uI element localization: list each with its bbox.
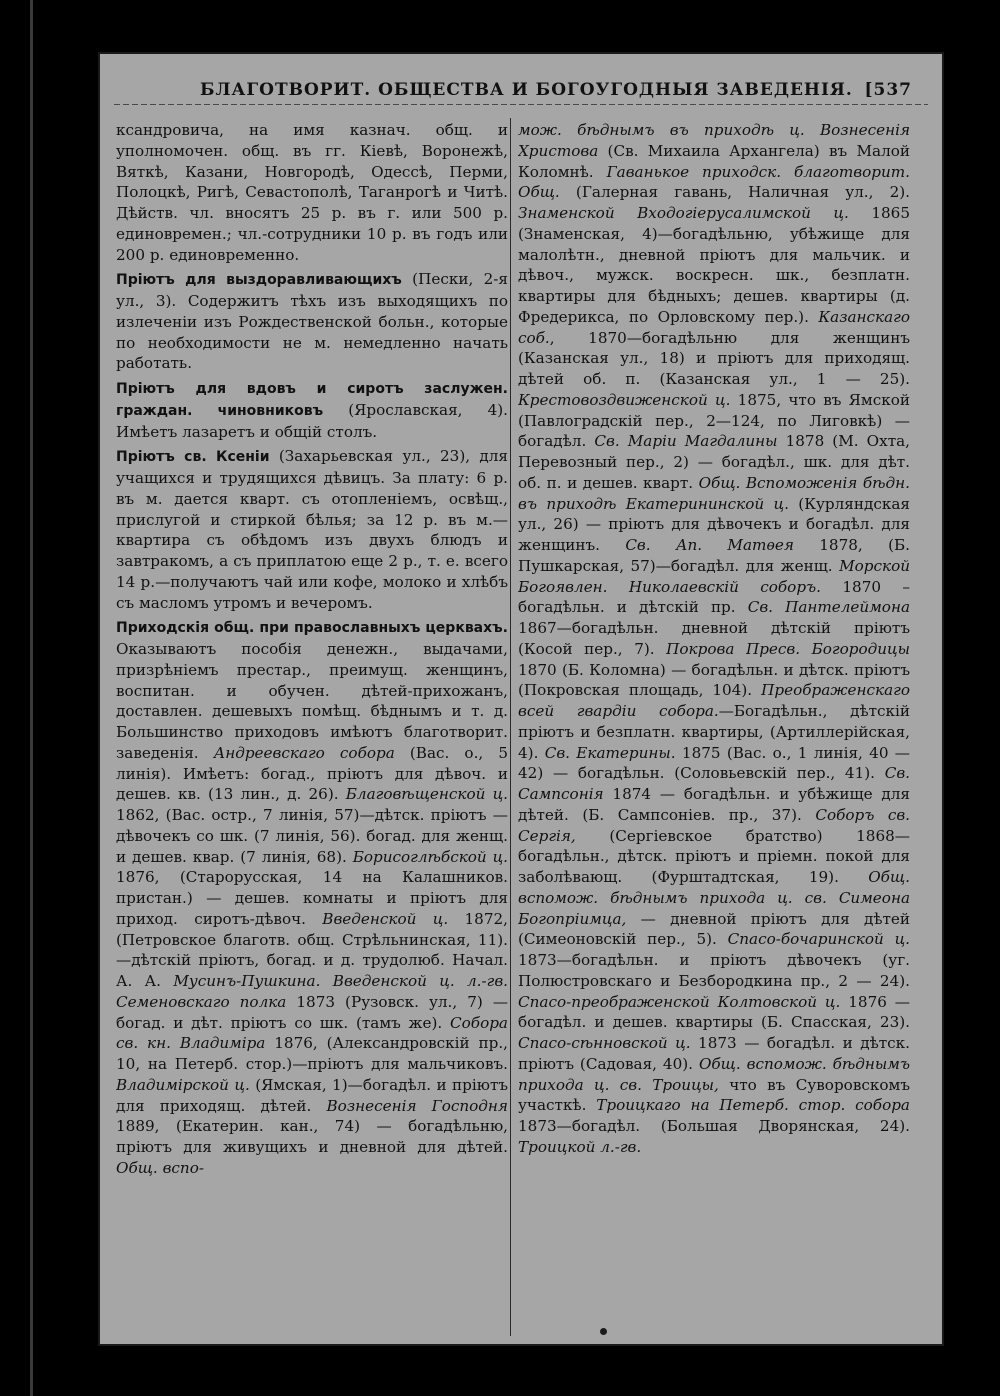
paragraph: Приходскія общ. при православныхъ церквахъ. Оказываютъ пособія денежн., выдачами, призрѣніемъ престар., преимущ. женщинъ, воспитан. и обучен. дѣтей-прихожанъ, доставлен. дешевыхъ помѣщ. бѣднымъ и т. д. Большинство приходовъ имѣютъ благотворит. заведенія. Андреевскаго собора (Вас. о., 5 линія). Имѣетъ: богад., пріютъ для дѣвоч. и дешев. кв. (13 лин., д. 26). Благовѣщенской ц. 1862, (Вас. остр., 7 линія, 57)—дѣтск. пріютъ — дѣвочекъ со шк. (7 линія, 56). богад. для женщ. и дешев. квар. (7 линія, 68). Борисоглѣбской ц. 1876, (Старорусская, 14 на Калашников. пристан.) — дешев. комнаты и пріютъ для приход. сиротъ-дѣвоч. Введенской ц. 1872, (Петровское благотв. общ. Стрѣльнинская, 11).—дѣтскій пріютъ, богад. и д. трудолюб. Начал. А. А. Мусинъ-Пушкина. Введенской ц. л.-гв. Семеновскаго полка 1873 (Рузовск. ул., 7) — богад. и дѣт. пріютъ со шк. (тамъ же). Собора св. кн. Владиміра 1876, (Александровскій пр., 10, на Петерб. стор.)—пріютъ для мальчиковъ. Владимірской ц. (Ямская, 1)—богадѣл. и пріютъ для приходящ. дѣтей. Вознесенія Господня 1889, (Екатерин. кан., 74) — богадѣльню, пріютъ для живущихъ и дневной для дѣтей. Общ. вспо- bbox=[116, 620, 508, 1177]
entry-heading: Приходскія общ. при православныхъ церквахъ. bbox=[116, 620, 508, 637]
paragraph: ксандровича, на имя казнач. общ. и уполномочен. общ. въ гг. Кіевѣ, Воронежѣ, Вяткѣ, Казани, Новгородѣ, Одессѣ, Перми, Полоцкѣ, Ригѣ, Севастополѣ, Таганрогѣ и Читѣ. Дѣйств. чл. вносятъ 25 р. въ г. или 500 р. единовремен.; чл.-сотрудники 10 р. въ годъ или 200 р. единовременно. bbox=[116, 121, 508, 264]
column-divider bbox=[510, 118, 511, 1336]
spine-edge bbox=[30, 0, 33, 1396]
page-number: [537 bbox=[864, 80, 912, 100]
paragraph: мож. бѣднымъ въ приходѣ ц. Вознесенія Христова (Св. Михаила Архангела) въ Малой Коломнѣ. Гаванькое приходск. благотворит. Общ. (Галерная гавань, Наличная ул., 2). Знаменской Входогіерусалимской ц. 1865 (Знаменская, 4)—богадѣльню, убѣжище для малолѣтн., дневной пріютъ для мальчик. и дѣвоч., мужск. воскресн. шк., безплатн. квартиры для бѣдныхъ; дешев. квартиры (д. Фредерикса, по Орловскому пер.). Казанскаго соб., 1870—богадѣльню для женщинъ (Казанская ул., 18) и пріютъ для приходящ. дѣтей об. п. (Казанская ул., 1 — 25). Крестовоздвиженской ц. 1875, что въ Ямской (Павлоградскій пер., 2—124, по Лиговкѣ) — богадѣл. Св. Маріи Магдалины 1878 (М. Охта, Перевозный пер., 2) — богадѣл., шк. для дѣт. об. п. и дешев. кварт. Общ. Вспоможенія бѣдн. въ приходѣ Екатерининской ц. (Курляндская ул., 26) — пріютъ для дѣвочекъ и богадѣл. для женщинъ. Св. Ап. Матѳея 1878, (Б. Пушкарская, 57)—богадѣл. для женщ. Морской Богоявлен. Николаевскій соборъ. 1870 – богадѣльн. и дѣтскій пр. Св. Пантелеймона 1867—богадѣльн. дневной дѣтскій пріютъ (Косой пер., 7). Покрова Пресв. Богородицы 1870 (Б. Коломна) — богадѣльн. и дѣтск. пріютъ (Покровская площадь, 104). Преображенскаго всей гвардіи собора.—Богадѣльн., дѣтскій пріютъ и безплатн. квартиры, (Артиллерійская, 4). Св. Екатерины. 1875 (Вас. о., 1 линія, 40 — 42) — богадѣльн. (Соловьевскій пер., 41). Св. Сампсонія 1874 — богадѣльн. и убѣжище для дѣтей. (Б. Сампсоніев. пр., 37). Соборъ св. Сергія, (Сергіевское братство) 1868—богадѣльн., дѣтск. пріютъ и пріемн. покой для заболѣвающ. (Фурштадтская, 19). Общ. вспомож. бѣднымъ прихода ц. св. Симеона Богопріимца, — дневной пріютъ для дѣтей (Симеоновскій пер., 5). Спасо-бочаринской ц. 1873—богадѣльн. и пріютъ дѣвочекъ (уг. Полюстровскаго и Безбородкина пр., 2 — 24). Спасо-преображенской Колтовской ц. 1876 — богадѣл. и дешев. квартиры (Б. Спасская, 23). Спасо-сѣнновской ц. 1873 — богадѣл. и дѣтск. пріютъ (Садовая, 40). Общ. вспомож. бѣднымъ прихода ц. св. Троицы, что въ Суворовскомъ участкѣ. Троицкаго на Петерб. стор. собора 1873—богадѣл. (Большая Дворянская, 24). Троицкой л.-гв. bbox=[518, 121, 910, 1156]
right-column bbox=[518, 120, 910, 1342]
paragraph: Пріютъ св. Ксеніи (Захарьевская ул., 23), для учащихся и трудящихся дѣвицъ. За плату: 6 р. въ м. дается кварт. съ отопленіемъ, освѣщ., прислугой и стиркой бѣлья; за 12 р. въ м.—квартира съ обѣдомъ изъ двухъ блюдъ и завтракомъ, а съ приплатою еще 2 р., т. е. всего 14 р.—получаютъ чай или кофе, молоко и хлѣбъ съ масломъ утромъ и вечеромъ. bbox=[116, 447, 508, 612]
entry-heading: Пріютъ для вдовъ и сиротъ заслужен. граждан. чиновниковъ bbox=[116, 381, 508, 419]
left-column bbox=[116, 120, 508, 1342]
header-rule bbox=[114, 104, 928, 105]
book-spine bbox=[0, 0, 34, 1396]
entry-heading: Пріютъ св. Ксеніи bbox=[116, 449, 270, 466]
scanned-page bbox=[98, 52, 944, 1346]
paragraph: Пріютъ для выздоравливающихъ (Пески, 2-я ул., 3). Содержитъ тѣхъ изъ выходящихъ по излеченіи изъ Рождественской больн., которые по необходимости не м. немедленно начать работать. bbox=[116, 270, 508, 373]
paragraph: Пріютъ для вдовъ и сиротъ заслужен. граждан. чиновниковъ (Ярославская, 4). Имѣетъ лазаретъ и общій столъ. bbox=[116, 381, 508, 441]
page-header-title: БЛАГОТВОРИТ. ОБЩЕСТВА И БОГОУГОДНЫЯ ЗАВЕДЕНІЯ. bbox=[200, 80, 853, 100]
running-header bbox=[100, 68, 942, 108]
ink-dot bbox=[600, 1328, 607, 1335]
entry-heading: Пріютъ для выздоравливающихъ bbox=[116, 272, 402, 289]
